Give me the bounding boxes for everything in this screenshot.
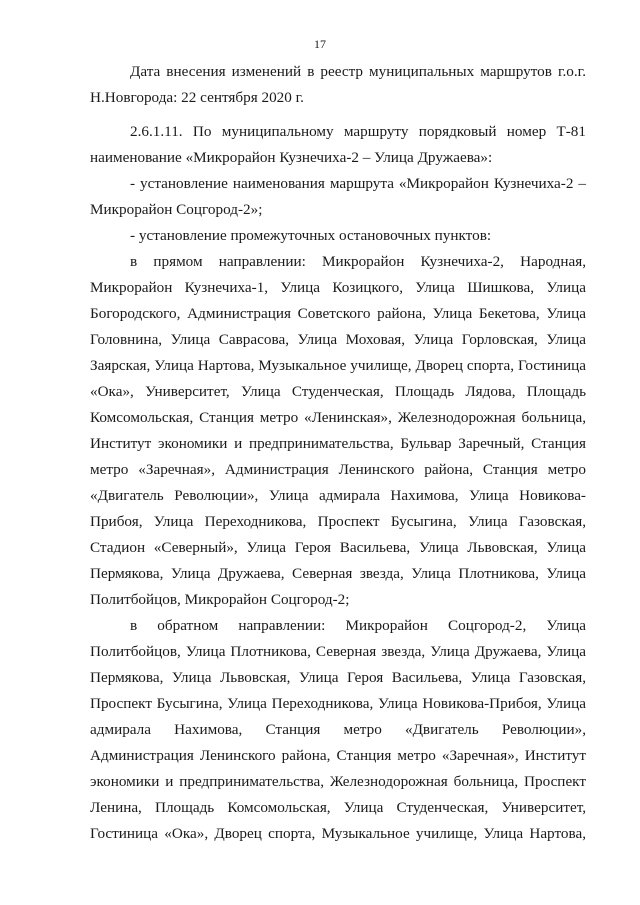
paragraph-forward-direction: в прямом направлении: Микрорайон Кузнечиха-2, Народная, Микрорайон Кузнечиха-1, Улица Козицкого, Улица Шишкова, Улица Богородского, Администрация Советского района, Улица Бекетова, Улица Головнина, Улица Саврасова, Улица Моховая, Улица Горловская, Улица Заярская, Улица Нартова, Музыкальное училище, Дворец спорта, Гостиница «Ока», Университет, Улица Студенческая, Площадь Лядова, Площадь Комсомольская, Станция метро «Ленинская», Железнодорожная больница, Институт экономики и предпринимательства, Бульвар Заречный, Станция метро «Заречная», Администрация Ленинского района, Станция метро «Двигатель Революции», Улица адмирала Нахимова, Улица Новикова-Прибоя, Улица Переходникова, Проспект Бусыгина, Улица Газовская, Стадион «Северный», Улица Героя Васильева, Улица Львовская, Улица Пермякова, Улица Дружаева, Северная звезда, Улица Плотникова, Улица Политбойцов, Микрорайон Соцгород-2; xyxy=(90,253,586,608)
paragraph-route-t81: 2.6.1.11. По муниципальному маршруту порядковый номер Т-81 наименование «Микрорайон Кузнечиха-2 – Улица Дружаева»: xyxy=(90,123,586,166)
paragraph-route-name: - установление наименования маршрута «Микрорайон Кузнечиха-2 – Микрорайон Соцгород-2»; xyxy=(90,175,586,218)
paragraph-reverse-direction: в обратном направлении: Микрорайон Соцгород-2, Улица Политбойцов, Улица Плотникова, Северная звезда, Улица Дружаева, Улица Пермякова, Улица Львовская, Улица Героя Васильева, Улица Газовская, Проспект Бусыгина, Улица Переходникова, Улица Новикова-Прибоя, Улица адмирала Нахимова, Станция метро «Двигатель Революции», Администрация Ленинского района, Станция метро «Заречная», Институт экономики и предпринимательства, Железнодорожная больница, Проспект Ленина, Площадь Комсомольская, Улица Студенческая, Университет, Гостиница «Ока», Дворец спорта, Музыкальное училище, Улица Нартова, xyxy=(90,617,586,842)
document-body xyxy=(90,59,586,847)
page-number: 17 xyxy=(314,37,326,51)
paragraph-stops-heading: - установление промежуточных остановочных пунктов: xyxy=(130,227,492,244)
paragraph-registry-date: Дата внесения изменений в реестр муниципальных маршрутов г.о.г. Н.Новгорода: 22 сентября 2020 г. xyxy=(90,63,586,106)
